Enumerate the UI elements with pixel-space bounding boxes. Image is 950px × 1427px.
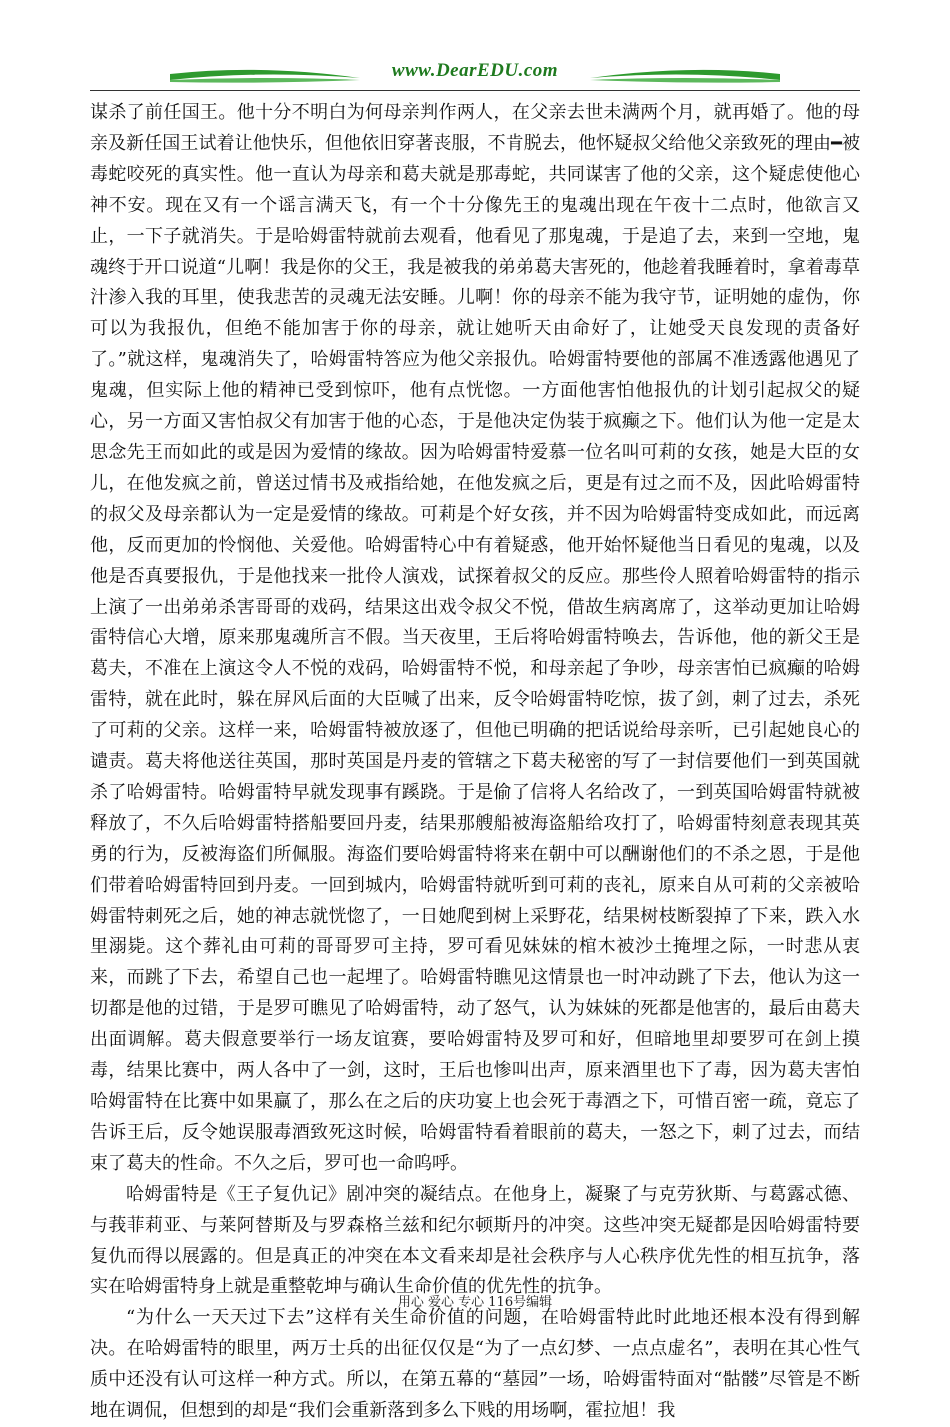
paragraph-3: “为什么一天天过下去”这样有关生命价值的问题，在哈姆雷特此时此地还根本没有得到解决。在哈姆雷特的眼里，两万士兵的出征仅仅是“为了一点幻梦、一点点虚名”，表明在其心性气质中还没有认可这样一种方式。所以，在第五幕的“墓园”一场，哈姆雷特面对“骷髅”尽管是不断地在调侃，但想到的却是“我们会重新落到多么下贱的用场啊，霍拉旭！我 — [90, 1307, 860, 1422]
header-divider — [90, 90, 860, 91]
paragraph-1: 谋杀了前任国王。他十分不明白为何母亲判作两人，在父亲去世未满两个月，就再婚了。他的母亲及新任国王试着让他快乐，但他依旧穿著丧服，不肯脱去，他怀疑叔父给他父亲致死的理由━被毒蛇咬死的真实性。他一直认为母亲和葛夫就是那毒蛇，共同谋害了他的父亲，这个疑虑使他心神不安。现在又有一个谣言满天飞，有一个十分像先王的鬼魂出现在午夜十二点时，他欲言又止，一下子就消失。于是哈姆雷特就前去观看，他看见了那鬼魂，于是追了去，来到一空地，鬼魂终于开口说道“儿啊！我是你的父王，我是被我的弟弟葛夫害死的，他趁着我睡着时，拿着毒草汁渗入我的耳里，使我悲苦的灵魂无法安睡。儿啊！你的母亲不能为我守节，证明她的虚伪，你可以为我报仇，但绝不能加害于你的母亲，就让她听天由命好了，让她受天良发现的责备好了。”就这样，鬼魂消失了，哈姆雷特答应为他父亲报仇。哈姆雷特要他的部属不准透露他遇见了鬼魂，但实际上他的精神已受到惊吓，他有点恍惚。一方面他害怕他报仇的计划引起叔父的疑心，另一方面又害怕叔父有加害于他的心态，于是他决定伪装于疯癫之下。他们认为他一定是太思念先王而如此的或是因为爱情的缘故。因为哈姆雷特爱慕一位名叫可莉的女孩，她是大臣的女儿，在他发疯之前，曾送过情书及戒指给她，在他发疯之后，更是有过之而不及，因此哈姆雷特的叔父及母亲都认为一定是爱情的缘故。可莉是个好女孩，并不因为哈姆雷特变成如此，而远离他，反而更加的怜悯他、关爱他。哈姆雷特心中有着疑惑，他开始怀疑他当日看见的鬼魂，以及他是否真要报仇，于是他找来一批伶人演戏，试探着叔父的反应。那些伶人照着哈姆雷特的指示上演了一出弟弟杀害哥哥的戏码，结果这出戏令叔父不悦，借故生病离席了，这举动更加让哈姆雷特信心大增，原来那鬼魂所言不假。当天夜里，王后将哈姆雷特唤去，告诉他，他的新父王是葛夫，不准在上演这令人不悦的戏码，哈姆雷特不悦，和母亲起了争吵，母亲害怕已疯癫的哈姆雷特，就在此时，躲在屏风后面的大臣喊了出来，反令哈姆雷特吃惊，拔了剑，刺了过去，杀死了可莉的父亲。这样一来，哈姆雷特被放逐了，但他已明确的把话说给母亲听，已引起她良心的谴责。葛夫将他送往英国，那时英国是丹麦的管辖之下葛夫秘密的写了一封信要他们一到英国就杀了哈姆雷特。哈姆雷特早就发现事有蹊跷。于是偷了信将人名给改了，一到英国哈姆雷特就被释放了，不久后哈姆雷特搭船要回丹麦，结果那艘船被海盗船给攻打了，哈姆雷特刻意表现其英勇的行为，反被海盗们所佩服。海盗们要哈姆雷特将来在朝中可以酬谢他们的不杀之恩，于是他们带着哈姆雷特回到丹麦。一回到城内，哈姆雷特就听到可莉的丧礼，原来自从可莉的父亲被哈姆雷特刺死之后，她的神志就恍惚了，一日她爬到树上采野花，结果树枝断裂掉了下来，跌入水里溺毙。这个葬礼由可莉的哥哥罗可主持，罗可看见妹妹的棺木被沙土掩埋之际，一时悲从衷来，而跳了下去，希望自己也一起埋了。哈姆雷特瞧见这情景也一时冲动跳了下去，他认为这一切都是他的过错，于是罗可瞧见了哈姆雷特，动了怒气，认为妹妹的死都是他害的，最后由葛夫出面调解。葛夫假意要举行一场友谊赛，要哈姆雷特及罗可和好，但暗地里却要罗可在剑上摸毒，结果比赛中，两人各中了一剑，这时，王后也惨叫出声，原来酒里也下了毒，因为葛夫害怕哈姆雷特在比赛中如果赢了，那么在之后的庆功宴上也会死于毒酒之下，可惜百密一疏，竟忘了告诉王后，反令她误服毒酒致死这时候，哈姆雷特看着眼前的葛夫，一怒之下，刺了过去，而结束了葛夫的性命。不久之后，罗可也一命呜呼。 — [90, 102, 860, 1174]
site-name[interactable]: www.DearEDU.com — [391, 60, 559, 81]
paragraph-2: 哈姆雷特是《王子复仇记》剧冲突的凝结点。在他身上，凝聚了与克劳狄斯、与葛露忒德、与莪菲莉亚、与莱阿替斯及与罗森格兰兹和纪尔顿斯丹的冲突。这些冲突无疑都是因哈姆雷特要复仇而得以展露的。但是真正的冲突在本文看来却是社会秩序与人心秩序优先性的相互抗争，落实在哈姆雷特身上就是重整乾坤与确认生命价值的优先性的抗争。 — [90, 1183, 860, 1298]
site-header-banner — [0, 58, 950, 94]
page-footer: 用心 爱心 专心 116号编辑 — [397, 1295, 553, 1310]
document-body — [90, 98, 860, 1427]
